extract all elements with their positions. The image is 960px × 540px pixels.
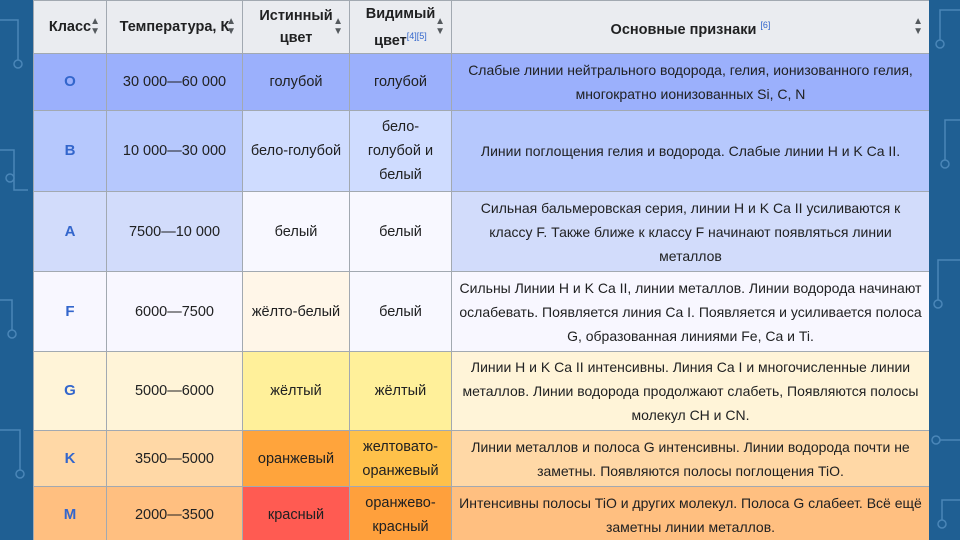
features-cell: Сильная бальмеровская серия, линии H и K Ca II усиливаются к классу F. Также ближе к классу F начинают появляться линии металлов	[452, 192, 930, 272]
spectral-class-table	[33, 0, 929, 540]
true-color-cell: голубой	[243, 54, 350, 111]
reference-link[interactable]: [6]	[760, 19, 771, 30]
header-true-color[interactable]	[243, 1, 350, 54]
spectral-class-table-container	[33, 0, 929, 540]
visible-color-cell: белый	[350, 192, 452, 272]
class-cell[interactable]: B	[34, 111, 107, 192]
true-color-cell: оранжевый	[243, 431, 350, 487]
class-cell[interactable]: A	[34, 192, 107, 272]
temperature-cell: 10 000—30 000	[107, 111, 243, 192]
features-cell: Линии поглощения гелия и водорода. Слабые линии H и K Ca II.	[452, 111, 930, 192]
table-row	[34, 111, 930, 192]
header-visible-color-label: Видимый цвет	[365, 5, 436, 49]
temperature-cell: 7500—10 000	[107, 192, 243, 272]
class-cell[interactable]: K	[34, 431, 107, 487]
true-color-cell: жёлтый	[243, 352, 350, 431]
visible-color-cell: белый	[350, 272, 452, 352]
temperature-cell: 5000—6000	[107, 352, 243, 431]
table-row	[34, 192, 930, 272]
features-cell: Линии H и K Ca II интенсивны. Линия Ca I и многочисленные линии металлов. Линии водорода продолжают слабеть, Появляются полосы молекул CH и CN.	[452, 352, 930, 431]
true-color-cell: жёлто-белый	[243, 272, 350, 352]
true-color-cell: белый	[243, 192, 350, 272]
true-color-cell: бело-голубой	[243, 111, 350, 192]
features-cell: Сильны Линии H и K Ca II, линии металлов. Линии водорода начинают ослабевать. Появляется линия Ca I. Появляется и усиливается полоса G, образованная линиями Fe, Ca и Ti.	[452, 272, 930, 352]
sort-icon[interactable]: ▲ ▼	[90, 16, 100, 37]
sort-icon[interactable]: ▲ ▼	[226, 16, 236, 37]
features-cell: Слабые линии нейтрального водорода, гелия, ионизованного гелия, многократно ионизованных Si, C, N	[452, 54, 930, 111]
class-cell[interactable]: F	[34, 272, 107, 352]
sort-icon[interactable]: ▲ ▼	[435, 16, 445, 37]
temperature-cell: 2000—3500	[107, 487, 243, 540]
true-color-cell: красный	[243, 487, 350, 540]
visible-color-cell: жёлтый	[350, 352, 452, 431]
temperature-cell: 30 000—60 000	[107, 54, 243, 111]
table-row	[34, 54, 930, 111]
header-temperature[interactable]	[107, 1, 243, 54]
header-class[interactable]	[34, 1, 107, 54]
features-cell: Линии металлов и полоса G интенсивны. Линии водорода почти не заметны. Появляются полосы поглощения TiO.	[452, 431, 930, 487]
class-cell[interactable]: O	[34, 54, 107, 111]
header-visible-color[interactable]	[350, 1, 452, 54]
header-class-label: Класс	[48, 19, 92, 35]
header-features-label: Основные признаки	[610, 21, 757, 38]
header-true-color-label: Истинный цвет	[259, 8, 333, 46]
sort-icon[interactable]: ▲ ▼	[333, 16, 343, 37]
visible-color-cell: желтовато-оранжевый	[350, 431, 452, 487]
temperature-cell: 3500—5000	[107, 431, 243, 487]
sort-icon[interactable]: ▲ ▼	[913, 16, 923, 37]
header-features[interactable]	[452, 1, 930, 54]
features-cell: Интенсивны полосы TiO и других молекул. Полоса G слабеет. Всё ещё заметны линии металлов.	[452, 487, 930, 540]
table-row	[34, 272, 930, 352]
visible-color-cell: бело-голубой и белый	[350, 111, 452, 192]
temperature-cell: 6000—7500	[107, 272, 243, 352]
visible-color-cell: оранжево-красный	[350, 487, 452, 540]
visible-color-cell: голубой	[350, 54, 452, 111]
table-header-row	[34, 1, 930, 54]
table-row	[34, 431, 930, 487]
class-cell[interactable]: G	[34, 352, 107, 431]
reference-link[interactable]: [4][5]	[406, 30, 427, 41]
class-cell[interactable]: M	[34, 487, 107, 540]
header-temperature-label: Температура, К	[119, 19, 230, 35]
table-row	[34, 352, 930, 431]
table-row	[34, 487, 930, 540]
